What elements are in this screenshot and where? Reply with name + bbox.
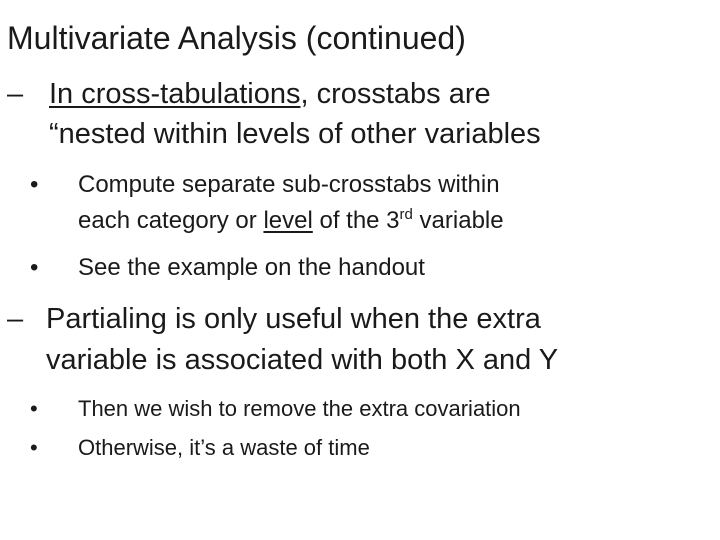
point-line-1 xyxy=(49,76,491,112)
bullet-marker: • xyxy=(30,171,39,198)
point-line-2: “nested within levels of other variables xyxy=(49,118,541,150)
bullet-marker: • xyxy=(30,396,38,421)
subpoint-text: of the 3 xyxy=(312,207,400,234)
subpoint-handout xyxy=(30,252,710,286)
subpoint-line-1: Compute separate sub-crosstabs within xyxy=(78,171,500,198)
point-line-2: variable is associated with both X and Y xyxy=(46,344,559,376)
subpoint-line-1: Then we wish to remove the extra covariation xyxy=(78,396,521,421)
subpoint-line-1: See the example on the handout xyxy=(78,254,425,281)
dash-marker: – xyxy=(7,303,24,335)
underlined-term: level xyxy=(263,207,313,234)
subpoint-remove xyxy=(30,393,710,423)
slide-title: Multivariate Analysis (continued) xyxy=(7,20,466,56)
subpoint-line-1: Otherwise, it’s a waste of time xyxy=(78,435,370,460)
subpoint-text: each category or xyxy=(78,207,264,234)
superscript: rd xyxy=(399,206,413,223)
underlined-term: In cross-tabulations xyxy=(49,78,301,110)
bullet-marker: • xyxy=(30,254,39,281)
dash-marker: – xyxy=(7,78,24,110)
subpoint-waste xyxy=(30,432,710,462)
point-text-post: , crosstabs are xyxy=(300,78,491,110)
point-cross-tabulations xyxy=(7,76,707,152)
subpoint-compute xyxy=(30,169,710,239)
point-partialing xyxy=(7,301,707,377)
bullet-marker: • xyxy=(30,435,38,460)
point-line-1: Partialing is only useful when the extra xyxy=(46,303,541,335)
subpoint-text: variable xyxy=(412,207,504,234)
subpoint-line-2 xyxy=(78,205,504,237)
